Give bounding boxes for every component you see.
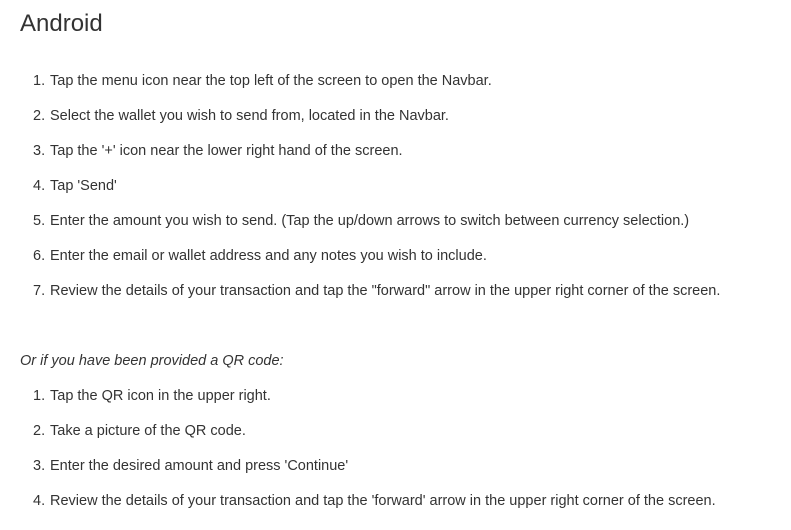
step-text: Tap the QR icon in the upper right. — [50, 388, 271, 404]
step-number: 3. — [33, 458, 46, 474]
step-text: Tap the '+' icon near the lower right hand of the screen. — [50, 143, 403, 159]
step-number: 7. — [33, 283, 46, 299]
step-number: 1. — [33, 73, 46, 89]
step-number: 4. — [33, 178, 46, 194]
step-number: 6. — [33, 248, 46, 264]
page-title: Android — [20, 10, 103, 37]
step-text: Review the details of your transaction and tap the "forward" arrow in the upper right corner of the screen. — [50, 283, 721, 299]
step-number: 4. — [33, 493, 46, 509]
step-text: Select the wallet you wish to send from, located in the Navbar. — [50, 108, 449, 124]
step-text: Take a picture of the QR code. — [50, 423, 246, 439]
step-number: 1. — [33, 388, 46, 404]
qr-code-intro: Or if you have been provided a QR code: — [20, 353, 284, 369]
step-number: 3. — [33, 143, 46, 159]
step-text: Review the details of your transaction and tap the 'forward' arrow in the upper right corner of the screen. — [50, 493, 716, 509]
step-text: Enter the amount you wish to send. (Tap the up/down arrows to switch between currency selection.) — [50, 213, 690, 229]
step-text: Tap 'Send' — [50, 178, 117, 194]
step-text: Enter the email or wallet address and any notes you wish to include. — [50, 248, 487, 264]
step-number: 2. — [33, 108, 46, 124]
step-text: Enter the desired amount and press 'Continue' — [50, 458, 349, 474]
step-text: Tap the menu icon near the top left of the screen to open the Navbar. — [50, 73, 492, 89]
step-number: 2. — [33, 423, 46, 439]
step-number: 5. — [33, 213, 46, 229]
